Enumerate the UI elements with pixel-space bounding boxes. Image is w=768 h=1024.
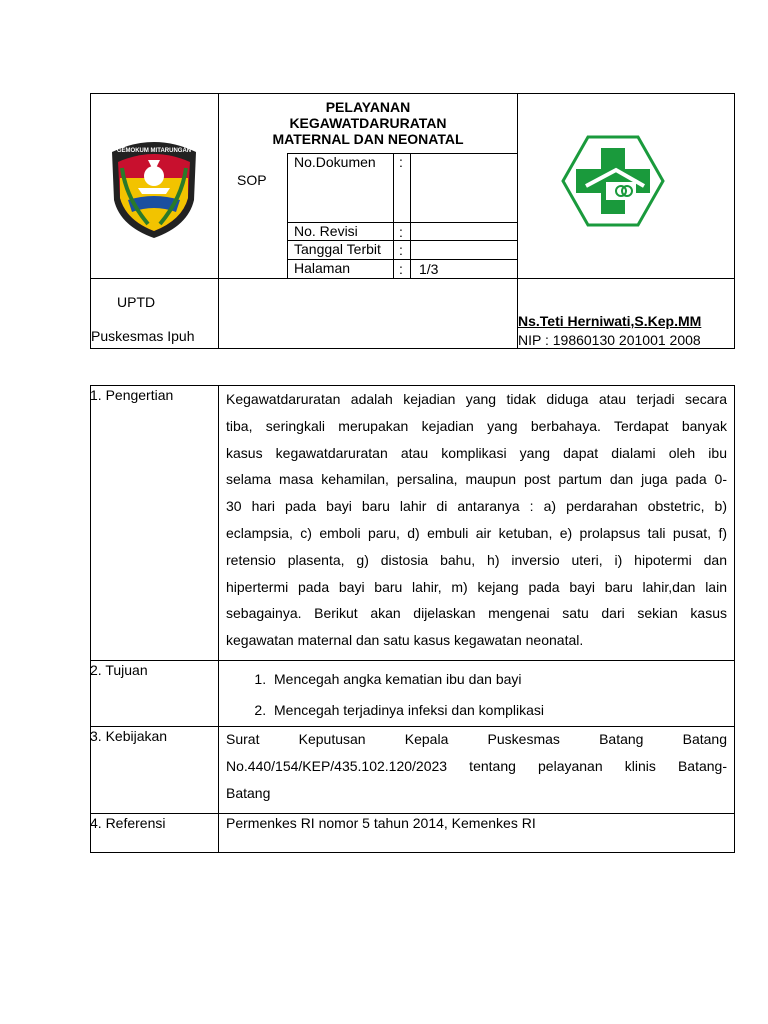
signer-name: Ns.Teti Herniwati,S.Kep.MM [518, 313, 702, 329]
no-dokumen-label: No.Dokumen [294, 154, 376, 170]
pengertian-line: sebagainya. Berikut akan dijelaskan mengenai satu dari sekian kasus [226, 605, 727, 622]
kebijakan-label: 3. Kebijakan [90, 728, 168, 744]
pengertian-text [226, 386, 727, 654]
sop-label: SOP [237, 172, 267, 188]
pengertian-line: eclampsia, c) emboli paru, d) embuli air ketuban, e) prolapsus tali pusat, f) [226, 524, 727, 541]
kebijakan-line: Surat Keputusan Kepala Puskesmas Batang Batang [226, 731, 727, 747]
tujuan-list [226, 664, 740, 726]
kebijakan-line: Batang [226, 784, 271, 801]
svg-text:GEMOKUM MITARUNGAN: GEMOKUM MITARUNGAN [116, 148, 192, 154]
halaman-label: Halaman [294, 260, 351, 276]
tujuan-item: 1. Mencegah angka kematian ibu dan bayi [270, 664, 740, 695]
referensi-label: 4. Referensi [90, 815, 166, 831]
org-line-1: UPTD [117, 294, 156, 310]
tujuan-item: 2. Mencegah terjadinya infeksi dan komplikasi [270, 695, 740, 726]
no-dokumen-colon: : [399, 154, 403, 170]
puskesmas-cross-icon [560, 134, 666, 228]
tanggal-terbit-colon: : [399, 242, 403, 258]
pengertian-line: kegawatan maternal dan satu kasus kegawatan neonatal. [226, 632, 584, 649]
referensi-text: Permenkes RI nomor 5 tahun 2014, Kemenkes RI [226, 815, 536, 831]
title-line-2: KEGAWATDARURATAN [289, 115, 447, 131]
signer-nip: NIP : 19860130 201001 2008 [518, 332, 701, 348]
halaman-colon: : [399, 261, 403, 277]
org-line-2: Puskesmas Ipuh [91, 328, 195, 344]
pengertian-line: tiba, seringkali merupakan kejadian yang berbahaya. Terdapat banyak [226, 417, 727, 434]
pengertian-line: kasus kegawatdaruratan atau komplikasi yang dapat dialami oleh ibu [226, 444, 727, 461]
tujuan-label: 2. Tujuan [90, 662, 148, 678]
document-title [219, 99, 517, 147]
title-line-1: PELAYANAN [325, 99, 411, 115]
no-revisi-colon: : [399, 224, 403, 240]
pengertian-line: retensio plasenta, g) distosia bahu, h) inversio uteri, i) hipotermi dan [226, 551, 727, 568]
pengertian-line: Kegawatdaruratan adalah kejadian yang tidak diduga atau terjadi secara [226, 391, 727, 407]
no-revisi-label: No. Revisi [294, 223, 358, 239]
regency-shield-icon [108, 138, 200, 240]
pengertian-line: 30 hari pada bayi baru lahir di antaranya : a) perdarahan obstetric, b) [226, 498, 727, 515]
tanggal-terbit-label: Tanggal Terbit [294, 241, 381, 257]
pengertian-label: 1. Pengertian [90, 387, 174, 403]
halaman-value: 1/3 [419, 261, 439, 277]
pengertian-line: hipertermi pada bayi baru lahir, m) kejang pada bayi baru lahir,dan lain [226, 578, 727, 595]
kebijakan-text [226, 726, 727, 806]
pengertian-line: selama masa kehamilan, persalina, maupun post partum dan juga pada 0- [226, 471, 727, 488]
title-line-3: MATERNAL DAN NEONATAL [272, 131, 464, 147]
kebijakan-line: No.440/154/KEP/435.102.120/2023 tentang pelayanan klinis Batang- [226, 757, 727, 774]
